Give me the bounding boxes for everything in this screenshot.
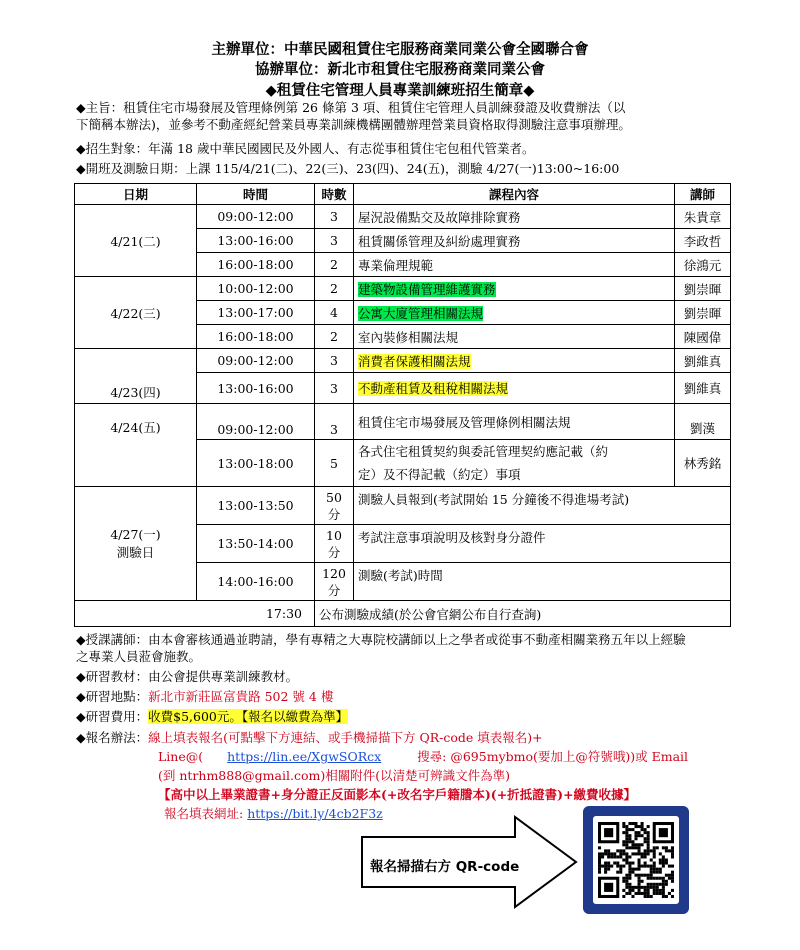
header-date: 日期 — [75, 184, 197, 205]
dates: ◆開班及測驗日期：上課 115/4/21(二)、22(三)、23(四)、24(五)，測驗 4/27(一)13:00~16:00 — [76, 161, 620, 176]
course-highlight: 消費者保護相關法規 — [358, 353, 471, 369]
location-value: 新北市新莊區富貴路 502 號 4 樓 — [148, 689, 334, 704]
time-cell: 13:00-18:00 — [197, 440, 315, 487]
hours-cell: 3 — [315, 205, 354, 229]
teacher-cell: 林秀銘 — [675, 440, 731, 487]
hours-unit: 分 — [327, 544, 341, 560]
fee-info — [76, 708, 731, 725]
hours-cell: 2 — [315, 325, 354, 349]
table-row — [75, 487, 731, 525]
signup-info — [76, 729, 731, 746]
header-hours: 時數 — [315, 184, 354, 205]
teacher-info-line-1: ◆授課講師：由本會審核通過並聘請，學有專精之大專院校講師以上之學者或從事不動產相關業務五年以上經驗 — [76, 632, 686, 647]
fee-value: 收費$5,600元。【報名以繳費為準】 — [148, 709, 349, 724]
exam-day-label: 測驗日 — [116, 544, 155, 560]
time-cell: 13:00-16:00 — [197, 229, 315, 253]
course-highlight: 公寓大廈管理相關法規 — [358, 305, 484, 321]
hours-value: 120 — [322, 565, 346, 581]
course-cell — [354, 301, 675, 325]
teacher-info-line-2: 之專業人員蒞會施教。 — [76, 649, 202, 664]
hours-cell: 2 — [315, 277, 354, 301]
schedule-table — [74, 183, 731, 627]
target: ◆招生對象：年滿 18 歲中華民國國民及外國人、有志從事租賃住宅包租代管業者。 — [76, 141, 535, 156]
hours-value: 10 — [326, 527, 342, 543]
signup-url-label: 報名填表網址: — [164, 806, 244, 821]
teacher-cell: 劉崇暉 — [675, 301, 731, 325]
material-info: ◆研習教材：由公會提供專業訓練教材。 — [76, 669, 299, 684]
hours-cell: 3 — [315, 349, 354, 373]
time-cell: 13:00-16:00 — [197, 373, 315, 404]
time-cell: 13:00-17:00 — [197, 301, 315, 325]
time-cell: 10:00-12:00 — [197, 277, 315, 301]
organizer: 主辦單位：中華民國租賃住宅服務商業同業公會全國聯合會 — [211, 41, 589, 58]
header-course: 課程內容 — [354, 184, 675, 205]
page-title: ◆租賃住宅管理人員專業訓練班招生簡章◆ — [265, 82, 535, 99]
qr-code[interactable] — [598, 822, 674, 898]
qr-code-area[interactable] — [593, 816, 679, 904]
header-teacher: 講師 — [675, 184, 731, 205]
day-cell: 4/23(四) — [75, 349, 197, 404]
hours-cell — [315, 525, 354, 563]
table-header — [75, 184, 731, 205]
course-cell: 測驗人員報到(考試開始 15 分鐘後不得進場考試) — [354, 487, 731, 525]
course-line-2: 定）及不得記載（約定）事項 — [358, 467, 521, 482]
purpose — [76, 99, 731, 133]
arrow-text: 報名掃描右方 QR-code — [370, 859, 520, 875]
line-info — [158, 748, 738, 765]
table-row — [75, 404, 731, 440]
course-cell: 屋況設備點交及故障排除實務 — [354, 205, 675, 229]
course-cell: 室內裝修相關法規 — [354, 325, 675, 349]
teacher-cell: 李政哲 — [675, 229, 731, 253]
table-row — [75, 277, 731, 301]
line-search: 搜尋: @695mybmo(要加上@符號哦))或 Email — [417, 749, 689, 764]
line-link[interactable]: https://lin.ee/XgwSORcx — [227, 749, 382, 764]
time-cell: 13:50-14:00 — [197, 525, 315, 563]
time-cell: 16:00-18:00 — [197, 253, 315, 277]
hours-cell — [315, 487, 354, 525]
hours-cell: 3 — [315, 373, 354, 404]
course-highlight: 不動產租賃及租稅相關法規 — [358, 381, 509, 396]
teacher-info — [76, 631, 731, 665]
hours-unit: 分 — [327, 582, 341, 598]
hours-value: 50 — [326, 489, 342, 505]
hours-unit: 分 — [327, 506, 341, 522]
signup-url-link[interactable]: https://bit.ly/4cb2F3z — [247, 806, 383, 821]
header-time: 時間 — [197, 184, 315, 205]
course-cell — [354, 440, 675, 487]
table-row — [75, 205, 731, 229]
time-cell: 14:00-16:00 — [197, 563, 315, 601]
hours-cell: 3 — [315, 229, 354, 253]
signup-label: ◆報名辦法： — [76, 730, 149, 745]
qr-frame — [583, 806, 689, 914]
line-prefix: Line@( — [158, 749, 204, 764]
teacher-cell: 陳國偉 — [675, 325, 731, 349]
table-row — [75, 349, 731, 373]
course-highlight: 建築物設備管理維護實務 — [358, 281, 496, 297]
location-info — [76, 688, 731, 705]
final-text-cell: 公布測驗成績(於公會官網公布自行查詢) — [315, 601, 731, 627]
teacher-cell: 劉維真 — [675, 373, 731, 404]
purpose-line-2: 下簡稱本辦法)，並參考不動產經紀營業員專業訓練機構團體辦理營業員資格取得測驗注意事項辦理。 — [76, 117, 631, 132]
course-cell — [354, 373, 675, 404]
purpose-line-1: ◆主旨：租賃住宅市場發展及管理條例第 26 條第 3 項、租賃住宅管理人員訓練發證及收費辦法（以 — [76, 100, 626, 115]
hours-cell — [315, 563, 354, 601]
day-cell — [75, 487, 197, 601]
course-cell: 租賃住宅市場發展及管理條例相關法規 — [354, 404, 675, 440]
teacher-cell: 朱貴章 — [675, 205, 731, 229]
location-label: ◆研習地點： — [76, 689, 149, 704]
course-cell: 考試注意事項說明及核對身分證件 — [354, 525, 731, 563]
course-cell — [354, 349, 675, 373]
course-cell: 測驗(考試)時間 — [354, 563, 731, 601]
day-cell: 4/22(三) — [75, 277, 197, 349]
teacher-cell: 劉漢 — [675, 404, 731, 440]
day-cell: 4/24(五) — [75, 404, 197, 487]
teacher-cell: 劉維真 — [675, 349, 731, 373]
hours-cell: 2 — [315, 253, 354, 277]
final-time-cell: 17:30 — [75, 601, 315, 627]
teacher-cell: 劉崇暉 — [675, 277, 731, 301]
email-info: (到 ntrhm888@gmail.com)相關附件(以清楚可辨識文件為準) — [158, 768, 510, 783]
required-documents: 【高中以上畢業證書+身分證正反面影本(+改名字戶籍謄本)(+折抵證書)+繳費收據】 — [158, 787, 637, 802]
course-cell: 專業倫理規範 — [354, 253, 675, 277]
time-cell: 09:00-12:00 — [197, 404, 315, 440]
time-cell: 09:00-12:00 — [197, 349, 315, 373]
teacher-cell: 徐鴻元 — [675, 253, 731, 277]
course-cell: 租賃關係管理及糾紛處理實務 — [354, 229, 675, 253]
table-row — [75, 601, 731, 627]
time-cell: 09:00-12:00 — [197, 205, 315, 229]
day-cell: 4/21(二) — [75, 205, 197, 277]
time-cell: 13:00-13:50 — [197, 487, 315, 525]
signup-line-1: 線上填表報名(可點擊下方連結、或手機掃描下方 QR-code 填表報名)+ — [148, 730, 543, 745]
course-cell — [354, 277, 675, 301]
exam-day-date: 4/27(一) — [110, 526, 161, 542]
time-cell: 16:00-18:00 — [197, 325, 315, 349]
co-organizer: 協辦單位：新北市租賃住宅服務商業同業公會 — [255, 61, 545, 78]
hours-cell: 5 — [315, 440, 354, 487]
fee-label: ◆研習費用： — [76, 709, 149, 724]
hours-cell: 3 — [315, 404, 354, 440]
course-line-1: 各式住宅租賃契約與委託管理契約應記載（約 — [358, 444, 609, 459]
hours-cell: 4 — [315, 301, 354, 325]
